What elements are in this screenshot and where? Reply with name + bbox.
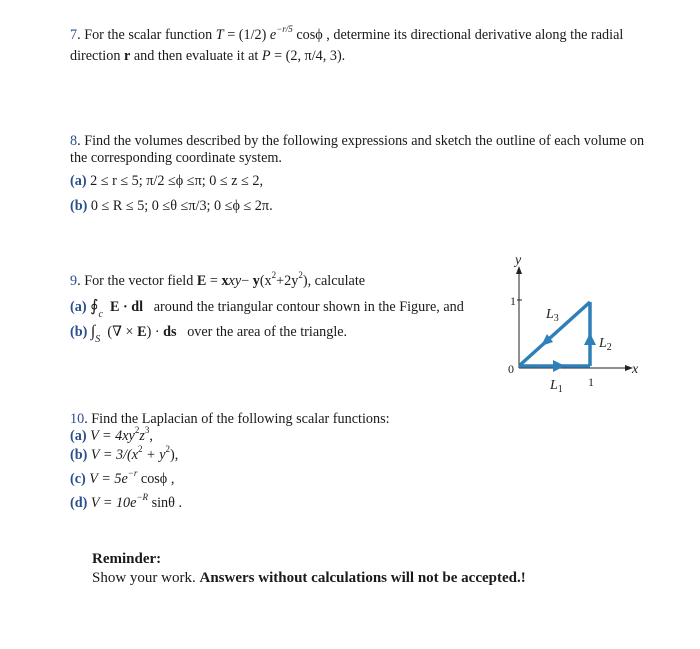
problem-9-line-1: 9. For the vector field $E = xxy- y(x^2+2y^2)$, calculate <box>70 270 366 289</box>
problem-10-line-1: 10. Find the Laplacian of the following scalar functions: <box>70 411 390 427</box>
problem-10-number: 10 <box>70 411 85 427</box>
L1-arrow <box>553 360 565 372</box>
problem-10-part-c: (c) $V = 5e^{-r}$ cosϕ , <box>70 468 175 487</box>
problem-8-part-a: (a) 2 ≤ r ≤ 5; π/2 ≤ϕ ≤π; 0 ≤ z ≤ 2, <box>70 173 264 189</box>
problem-8-line-1: 8. Find the volumes described by the following expressions and sketch the outline of each volume on <box>70 133 645 149</box>
x-tick-label: 1 <box>588 375 594 389</box>
problem-10-part-d: (d) $V = 10e^{-R}$ sinθ . <box>70 492 183 511</box>
problem-7-number: 7 <box>70 27 78 43</box>
problem-8-part-b: (b) 0 ≤ R ≤ 5; 0 ≤θ ≤π/3; 0 ≤ϕ ≤ 2π. <box>70 198 273 214</box>
x-axis-label: x <box>632 362 639 377</box>
L2-label: $L_2$ <box>599 336 612 353</box>
triangle-contour-figure <box>495 250 655 395</box>
L3-label: $L_3$ <box>546 307 559 324</box>
problem-10-part-a: (a) $V = 4xy^2z^3$, <box>70 425 153 444</box>
reminder-text: Show your work. Answers without calculations will not be accepted.! <box>92 570 526 586</box>
problem-7-line-1: 7. For the scalar function T = (1/2) $e^{-r/5}$ cosϕ , determine its directional derivative along the radial <box>70 24 624 43</box>
problem-7-line-2: direction r and then evaluate it at P = (2, π/4, 3). <box>70 48 346 64</box>
y-axis-label: y <box>515 253 522 268</box>
L3-segment <box>520 302 590 365</box>
problem-8-line-2: the corresponding coordinate system. <box>70 150 282 166</box>
problem-9-part-a: (a) $∮_c$ E · dl around the triangular contour shown in the Figure, and <box>70 298 464 320</box>
problem-9-part-b: (b) $\int_S$ (∇ × E) · ds over the area of the triangle. <box>70 323 348 345</box>
L1-label: $L_1$ <box>550 378 563 395</box>
y-tick-label: 1 <box>510 294 516 308</box>
L2-arrow <box>584 333 596 345</box>
problem-8-number: 8 <box>70 133 78 149</box>
problem-10-part-b: (b) $V = 3/(x^2 + y^2)$, <box>70 444 179 463</box>
origin-label: 0 <box>508 362 514 376</box>
problem-9-number: 9 <box>70 273 78 289</box>
reminder-title: Reminder: <box>92 551 162 567</box>
